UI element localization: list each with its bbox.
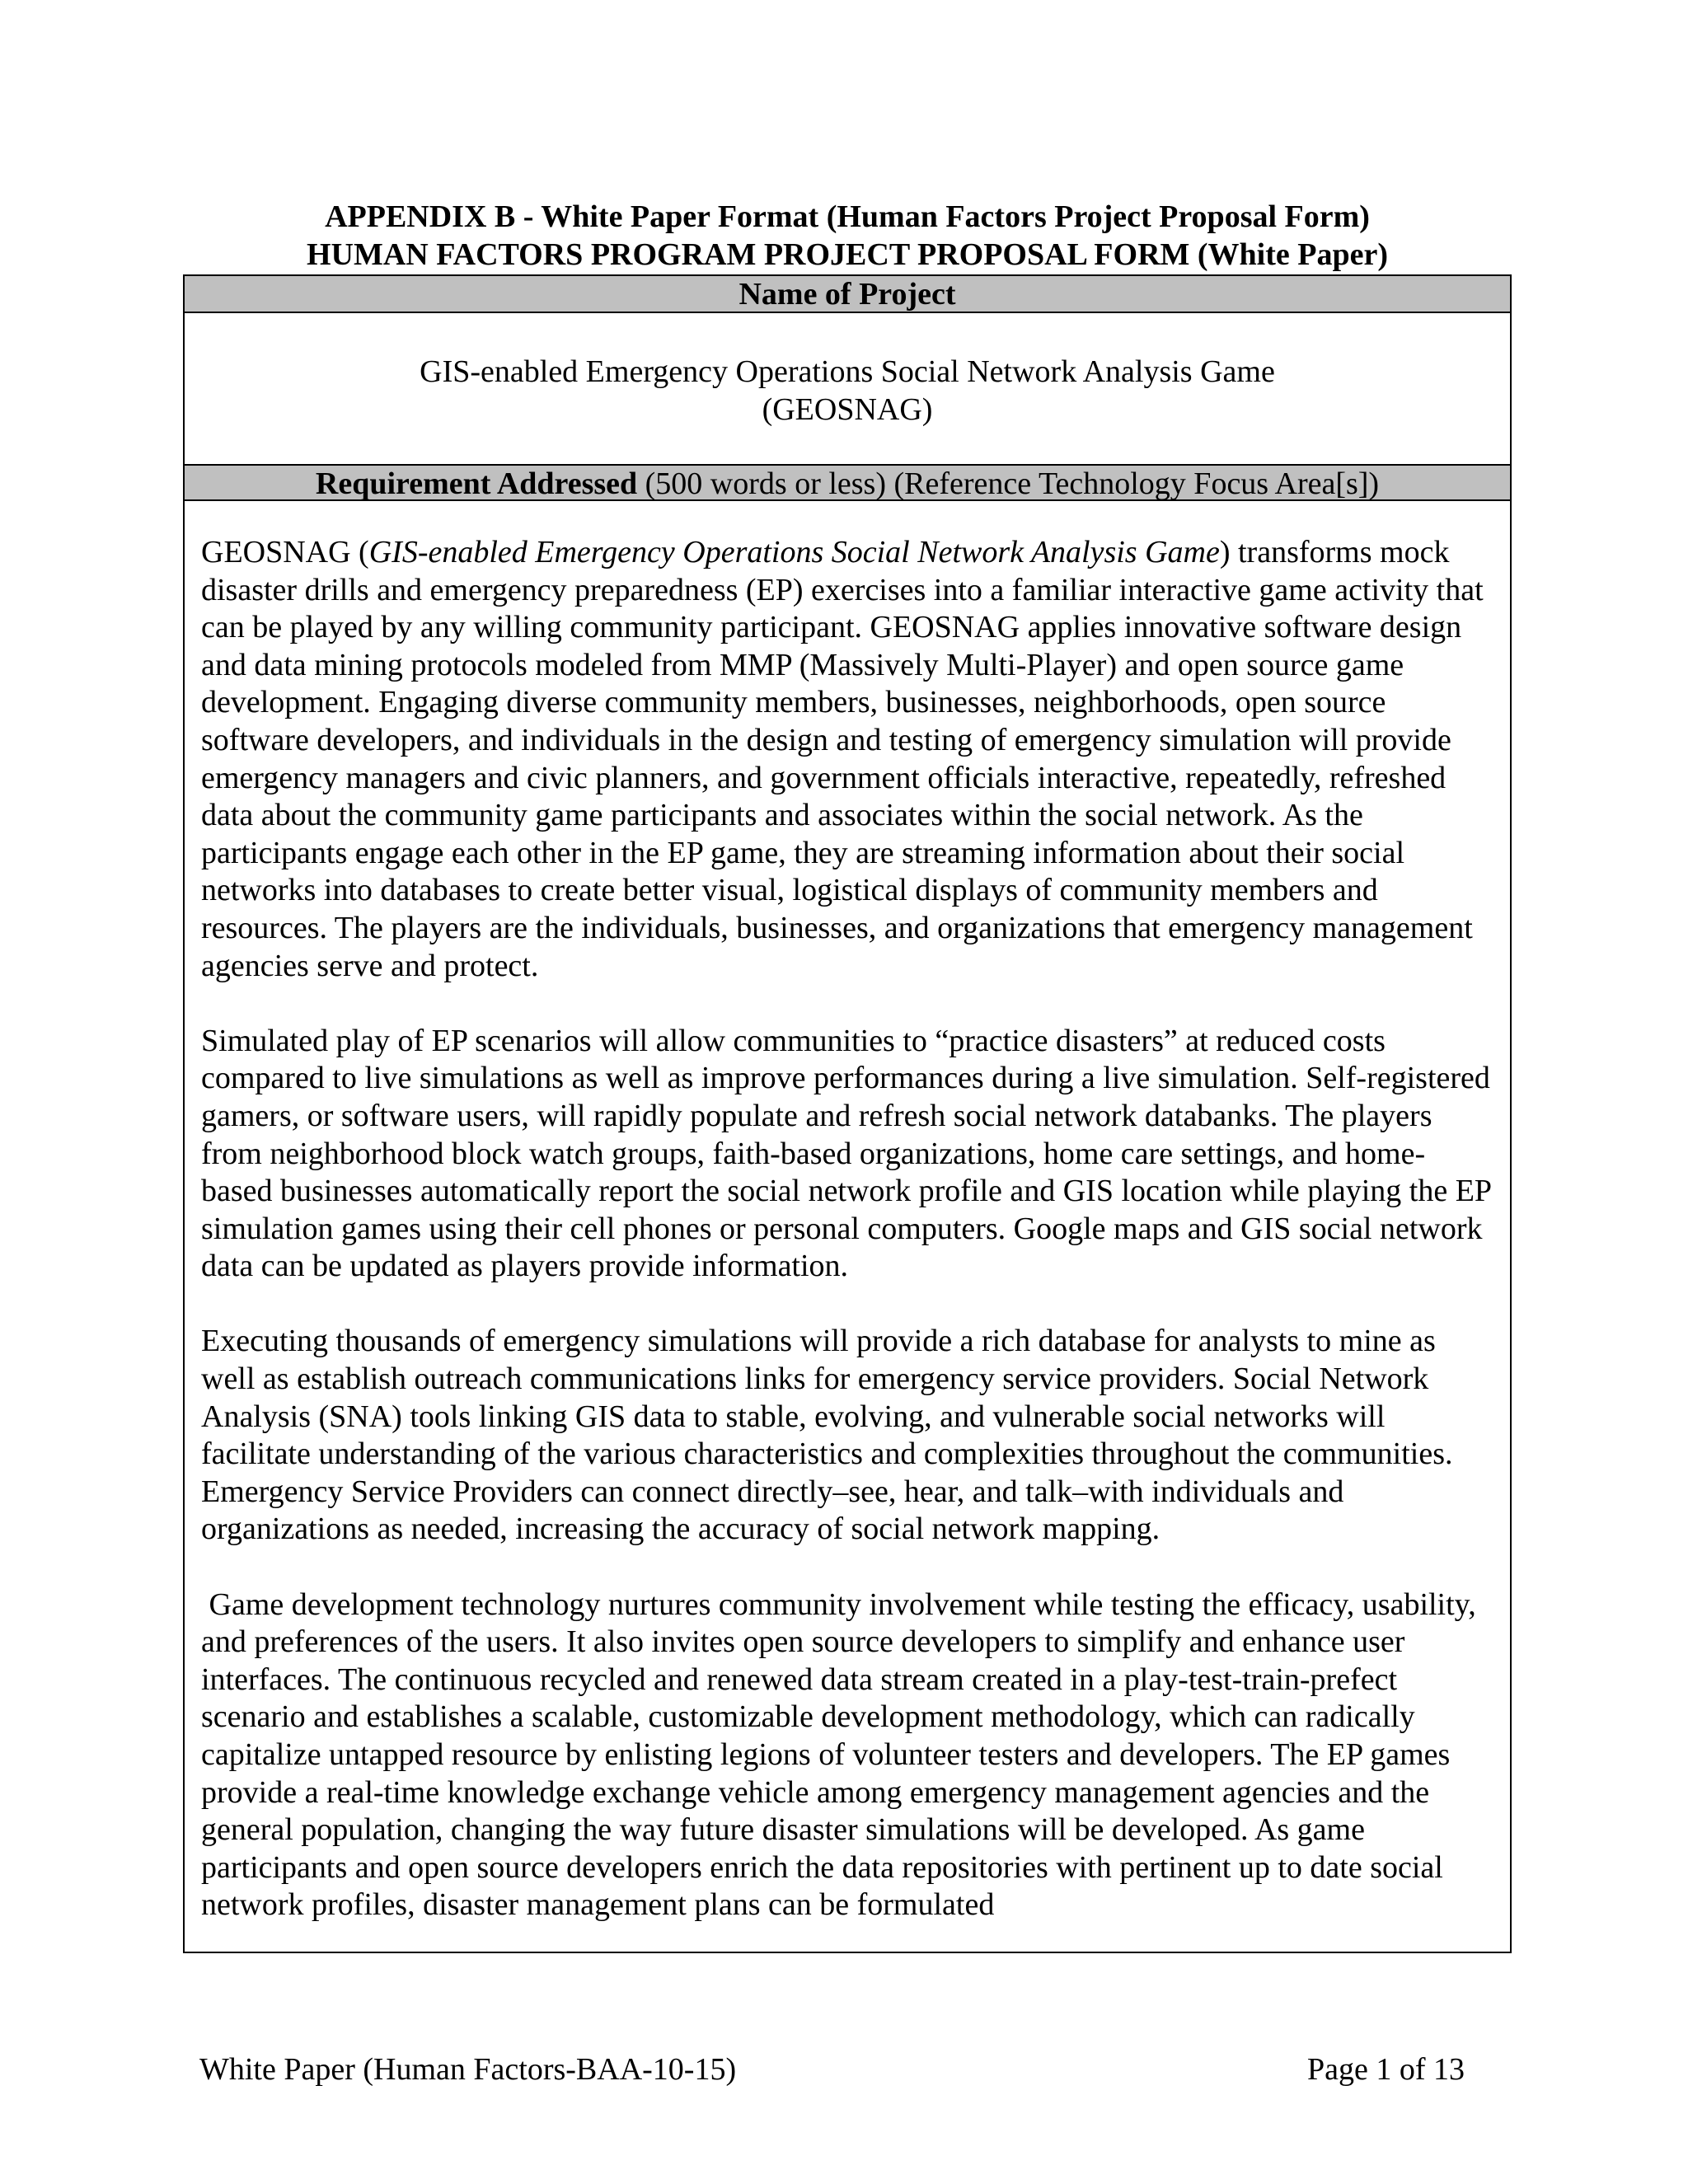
requirement-sublabel: (500 words or less) (Reference Technology Focus Area[s]) xyxy=(637,466,1380,501)
footer-page-number: Page 1 of 13 xyxy=(1306,2052,1465,2087)
paragraph-1-italic: GIS-enabled Emergency Operations Social Network Analysis Game xyxy=(368,535,1220,569)
requirement-body xyxy=(185,501,1510,1924)
paragraph-1-start: GEOSNAG ( xyxy=(201,535,369,569)
page-footer xyxy=(199,2050,1465,2088)
page-header xyxy=(183,198,1512,274)
footer-document-id: White Paper (Human Factors-BAA-10-15) xyxy=(199,2052,737,2087)
appendix-title: APPENDIX B - White Paper Format (Human Factors Project Proposal Form) xyxy=(325,199,1370,234)
proposal-form-table xyxy=(183,274,1512,1953)
name-of-project-header: Name of Project xyxy=(185,276,1510,313)
paragraph-2: Simulated play of EP scenarios will allow communities to “practice disasters” at reduced costs compared to live simulations as well as improve performances during a live simulation. Self-registered gamers, or software users, will rapidly populate and refresh social network databanks. The players from neighborhood block watch groups, faith-based organizations, home care settings, and home-based businesses automatically report the social network profile and GIS location while playing the EP simulation games using their cell phones or personal computers. Google maps and GIS social network data can be updated as players provide information. xyxy=(201,1023,1491,1284)
form-title: HUMAN FACTORS PROGRAM PROJECT PROPOSAL FORM (White Paper) xyxy=(307,237,1388,272)
requirement-label: Requirement Addressed xyxy=(315,466,638,501)
project-name-cell xyxy=(185,313,1510,464)
paragraph-3: Executing thousands of emergency simulations will provide a rich database for analysts to mine as well as establish outreach communications links for emergency service providers. Social Network Analysis (SNA) tools linking GIS data to stable, evolving, and vulnerable social networks will facilitate understanding of the various characteristics and complexities throughout the communities. Emergency Service Providers can connect directly–see, hear, and talk–with individuals and organizations as needed, increasing the accuracy of social network mapping. xyxy=(201,1324,1453,1547)
paragraph-1-rest: ) transforms mock disaster drills and emergency preparedness (EP) exercises into a familiar interactive game activity that can be played by any willing community participant. GEOSNAG applies innovative software design and data mining protocols modeled from MMP (Massively Multi-Player) and open source game development. Engaging diverse community members, businesses, neighborhoods, open source software developers, and individuals in the design and testing of emergency simulation will provide emergency managers and civic planners, and government officials interactive, repeatedly, refreshed data about the community game participants and associates within the social network. As the participants engage each other in the EP game, they are streaming information about their social networks into databases to create better visual, logistical displays of community members and resources. The players are the individuals, businesses, and organizations that emergency management agencies serve and protect. xyxy=(201,535,1484,983)
project-name-line2: (GEOSNAG) xyxy=(762,392,933,427)
paragraph-4-text: Game development technology nurtures community involvement while testing the efficacy, usability, and preferences of the users. It also invites open source developers to simplify and enhance user interfaces. The continuous recycled and renewed data stream created in a play-test-train-prefect scenario and establishes a scalable, customizable development methodology, which can radically capitalize untapped resource by enlisting legions of volunteer testers and developers. The EP games provide a real-time knowledge exchange vehicle among emergency management agencies and the general population, changing the way future disaster simulations will be developed. As game participants and open source developers enrich the data repositories with pertinent up to date social network profiles, disaster management plans can be formulated xyxy=(201,1586,1476,1923)
requirement-addressed-header xyxy=(185,464,1510,501)
paragraph-4 xyxy=(201,1586,1492,1924)
project-name-line1: GIS-enabled Emergency Operations Social Network Analysis Game xyxy=(420,354,1275,389)
paragraph-1 xyxy=(201,534,1492,985)
